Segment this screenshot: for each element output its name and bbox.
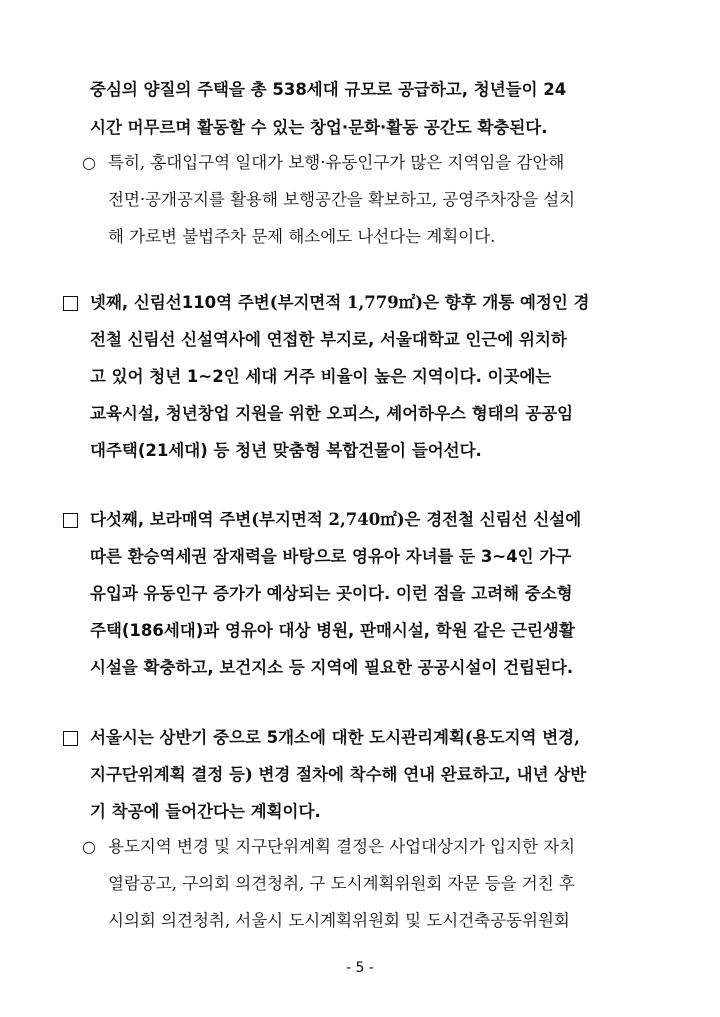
section-4-lead: 넷째, 신림선110역 주변: [90, 293, 270, 312]
section-line: 시설을 확충하고, 보건지소 등 지역에 필요한 공공시설이 건립된다.: [90, 658, 574, 677]
section-line: 전철 신림선 신설역사에 연접한 부지로, 서울대학교 인근에 위치하: [90, 330, 567, 349]
section-5-tail: 은 경전철 신림선 신설에: [404, 510, 582, 529]
bullet-line: 용도지역 변경 및 지구단위계획 결정은 사업대상지가 입지한 자치: [108, 837, 576, 856]
bullet-line: 특히, 홍대입구역 일대가 보행·유동인구가 많은 지역임을 감안해: [108, 153, 565, 172]
section-plan-lead: 서울시는 상반기 중으로 5개소에 대한 도시관리계획: [90, 728, 465, 747]
circle-bullet-icon: ○: [82, 837, 96, 856]
section-line: 고 있어 청년 1~2인 세대 거주 비율이 높은 지역이다. 이곳에는: [90, 367, 552, 386]
paragraph-line: 시간 머무르며 활동할 수 있는 창업·문화·활동 공간도 확충된다.: [90, 118, 548, 137]
section-plan-tail: 변경 절차에 착수해 연내 완료하고, 내년 상반: [252, 765, 587, 784]
section-4-first-line: [90, 292, 589, 314]
section-5-first-line: [90, 509, 581, 531]
square-bullet-icon: [63, 296, 78, 311]
section-plan-first-line: [90, 727, 580, 749]
circle-bullet-icon: ○: [82, 153, 96, 172]
section-line: 주택(186세대)과 영유아 대상 병원, 판매시설, 학원 같은 근린생활: [90, 621, 575, 640]
page-number: - 5 -: [346, 960, 374, 976]
section-line: 대주택(21세대) 등 청년 맞춤형 복합건물이 들어선다.: [90, 441, 482, 460]
section-4-area: (부지면적 1,779㎡): [269, 293, 424, 312]
bullet-line: 전면·공개공지를 활용해 보행공간을 확보하고, 공영주차장을 설치: [108, 190, 576, 209]
section-line: 기 착공에 들어간다는 계획이다.: [90, 802, 321, 821]
section-line: 따른 환승역세권 잠재력을 바탕으로 영유아 자녀를 둔 3~4인 가구: [90, 547, 572, 566]
section-line: 유입과 유동인구 증가가 예상되는 곳이다. 이런 점을 고려해 중소형: [90, 584, 573, 603]
paragraph-line: 중심의 양질의 주택을 총 538세대 규모로 공급하고, 청년들이 24: [90, 80, 567, 99]
section-5-lead: 다섯째, 보라매역 주변: [90, 510, 252, 529]
bullet-line: 해 가로변 불법주차 문제 해소에도 나선다는 계획이다.: [108, 227, 496, 246]
section-line: 교육시설, 청년창업 지원을 위한 오피스, 셰어하우스 형태의 공공임: [90, 404, 574, 423]
square-bullet-icon: [63, 513, 78, 528]
section-5-area: (부지면적 2,740㎡): [251, 510, 405, 529]
section-4-tail: 은 향후 개통 예정인 경: [423, 293, 590, 312]
bullet-line: 열람공고, 구의회 의견청취, 구 도시계획위원회 자문 등을 거친 후: [108, 874, 575, 893]
square-bullet-icon: [63, 731, 78, 746]
bullet-line: 시의회 의견청취, 서울시 도시계획위원회 및 도시건축공동위원회: [108, 911, 570, 930]
section-plan-second-line: [90, 764, 586, 786]
section-plan-paren-2: 지구단위계획 결정 등): [90, 765, 253, 784]
section-plan-paren-1: (용도지역 변경,: [464, 728, 580, 747]
